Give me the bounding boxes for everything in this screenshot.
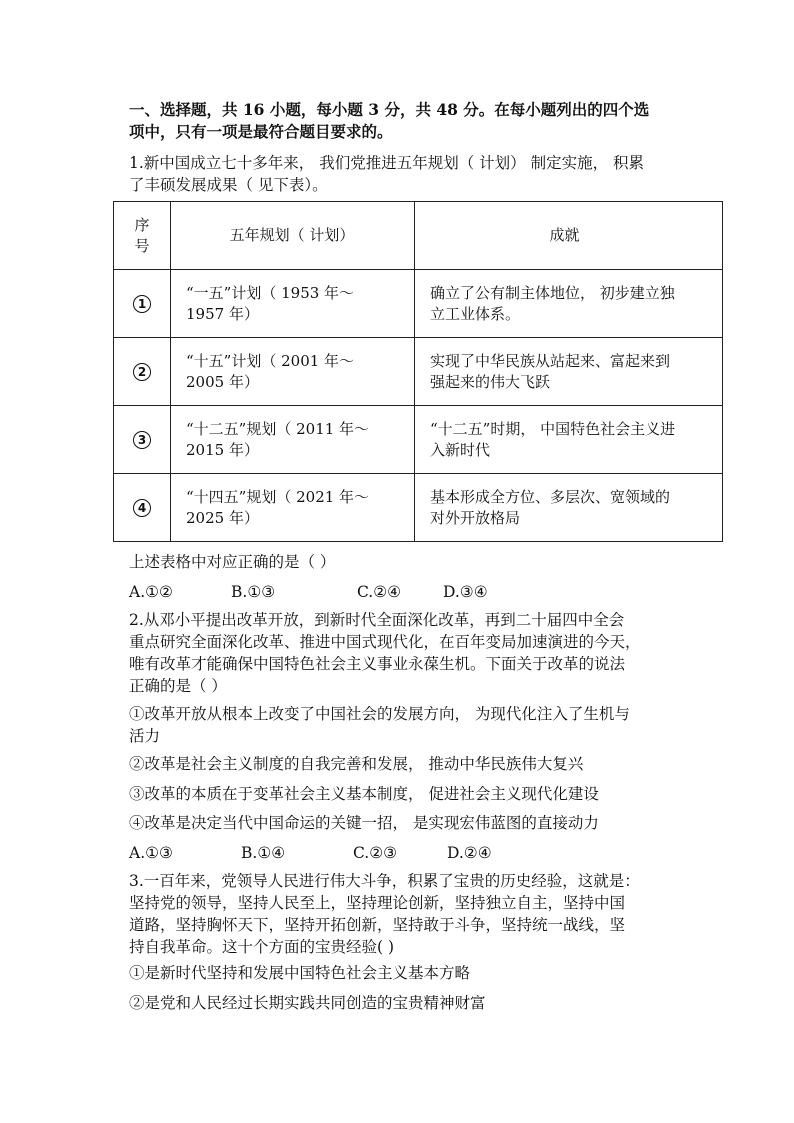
q2-option-b[interactable]: B.①④ [241, 844, 286, 862]
q2-statement: 活力 [129, 727, 161, 745]
q1-option-a[interactable]: A.①② [129, 583, 173, 601]
q2-statement: ①改革开放从根本上改变了中国社会的发展方向， 为现代化注入了生机与 [129, 705, 630, 723]
q2-option-a[interactable]: A.①③ [129, 844, 173, 862]
header-plan: 五年规划（ 计划） [171, 202, 415, 270]
plan-text: “十四五”规划（ 2021 年～ [186, 487, 370, 506]
q3-statement: ②是党和人民经过长期实践共同创造的宝贵精神财富 [129, 994, 486, 1012]
row-number: 2 [133, 363, 151, 381]
achievement-text: 实现了中华民族从站起来、富起来到 [430, 351, 671, 370]
q2-stem-line: 正确的是（ ） [129, 677, 227, 695]
q2-stem-line: 唯有改革才能确保中国特色社会主义事业永葆生机。下面关于改革的说法 [129, 655, 626, 673]
q2-stem-line: 2.从邓小平提出改革开放，到新时代全面深化改革，再到二十届四中全会 [129, 611, 625, 629]
q1-stem-line1: 1.新中国成立七十多年来， 我们党推进五年规划（ 计划） 制定实施， 积累 [129, 154, 644, 172]
q2-statement: ②改革是社会主义制度的自我完善和发展， 推动中华民族伟大复兴 [129, 755, 584, 773]
table-row [114, 338, 723, 406]
plan-text: 2015 年） [186, 440, 259, 459]
q2-options [129, 842, 729, 864]
q1-options [129, 581, 729, 603]
table-row [114, 474, 723, 542]
achievement-text: 强起来的伟大飞跃 [430, 372, 551, 391]
row-number: 3 [133, 431, 151, 449]
q3-stem-line: 持自我革命。这十个方面的宝贵经验( ) [129, 938, 395, 956]
plan-text: “一五”计划（ 1953 年～ [186, 283, 355, 302]
achievement-text: 基本形成全方位、多层次、宽领域的 [430, 487, 671, 506]
q3-stem-line: 道路，坚持胸怀天下，坚持开拓创新，坚持敢于斗争，坚持统一战线，坚 [129, 916, 626, 934]
table-row [114, 270, 723, 338]
plan-text: 2005 年） [186, 372, 259, 391]
section-header-line2: 项中，只有一项是最符合题目要求的。 [129, 122, 393, 141]
section-header-line1: 一、选择题，共 16 小题，每小题 3 分，共 48 分。在每小题列出的四个选 [129, 100, 650, 119]
achievement-text: 入新时代 [430, 440, 491, 459]
achievement-text: 立工业体系。 [430, 304, 521, 323]
q3-stem-line: 坚持党的领导，坚持人民至上，坚持理论创新，坚持独立自主，坚持中国 [129, 894, 626, 912]
q3-statement: ①是新时代坚持和发展中国特色社会主义基本方略 [129, 964, 471, 982]
achievement-text: 确立了公有制主体地位， 初步建立独 [430, 283, 675, 302]
q1-stem-line2: 了丰硕发展成果（ 见下表）。 [129, 176, 328, 194]
q2-option-c[interactable]: C.②③ [353, 844, 398, 862]
table-row [114, 406, 723, 474]
q2-stem-line: 重点研究全面深化改革、推进中国式现代化，在百年变局加速演进的今天， [129, 633, 641, 651]
q1-option-c[interactable]: C.②④ [357, 583, 402, 601]
q1-option-b[interactable]: B.①③ [231, 583, 276, 601]
header-achievement: 成就 [415, 202, 723, 270]
achievement-text: 对外开放格局 [430, 508, 521, 527]
q2-statement: ④改革是决定当代中国命运的关键一招， 是实现宏伟蓝图的直接动力 [129, 814, 599, 832]
plan-text: “十五”计划（ 2001 年～ [186, 351, 355, 370]
plan-text: “十二五”规划（ 2011 年～ [186, 419, 370, 438]
plan-text: 1957 年） [186, 304, 259, 323]
row-number: 4 [133, 499, 151, 517]
q2-option-d[interactable]: D.②④ [447, 844, 492, 862]
table-header-row [114, 202, 723, 270]
achievement-text: “十二五”时期， 中国特色社会主义进 [430, 419, 676, 438]
header-no: 序号 [114, 202, 171, 270]
five-year-plan-table [113, 201, 723, 542]
q1-option-d[interactable]: D.③④ [443, 583, 488, 601]
row-number: 1 [133, 295, 151, 313]
q1-prompt: 上述表格中对应正确的是（ ） [129, 553, 336, 571]
plan-text: 2025 年） [186, 508, 259, 527]
q3-stem-line: 3.一百年来，党领导人民进行伟大斗争，积累了宝贵的历史经验，这就是： [129, 872, 640, 890]
q2-statement: ③改革的本质在于变革社会主义基本制度， 促进社会主义现代化建设 [129, 785, 599, 803]
